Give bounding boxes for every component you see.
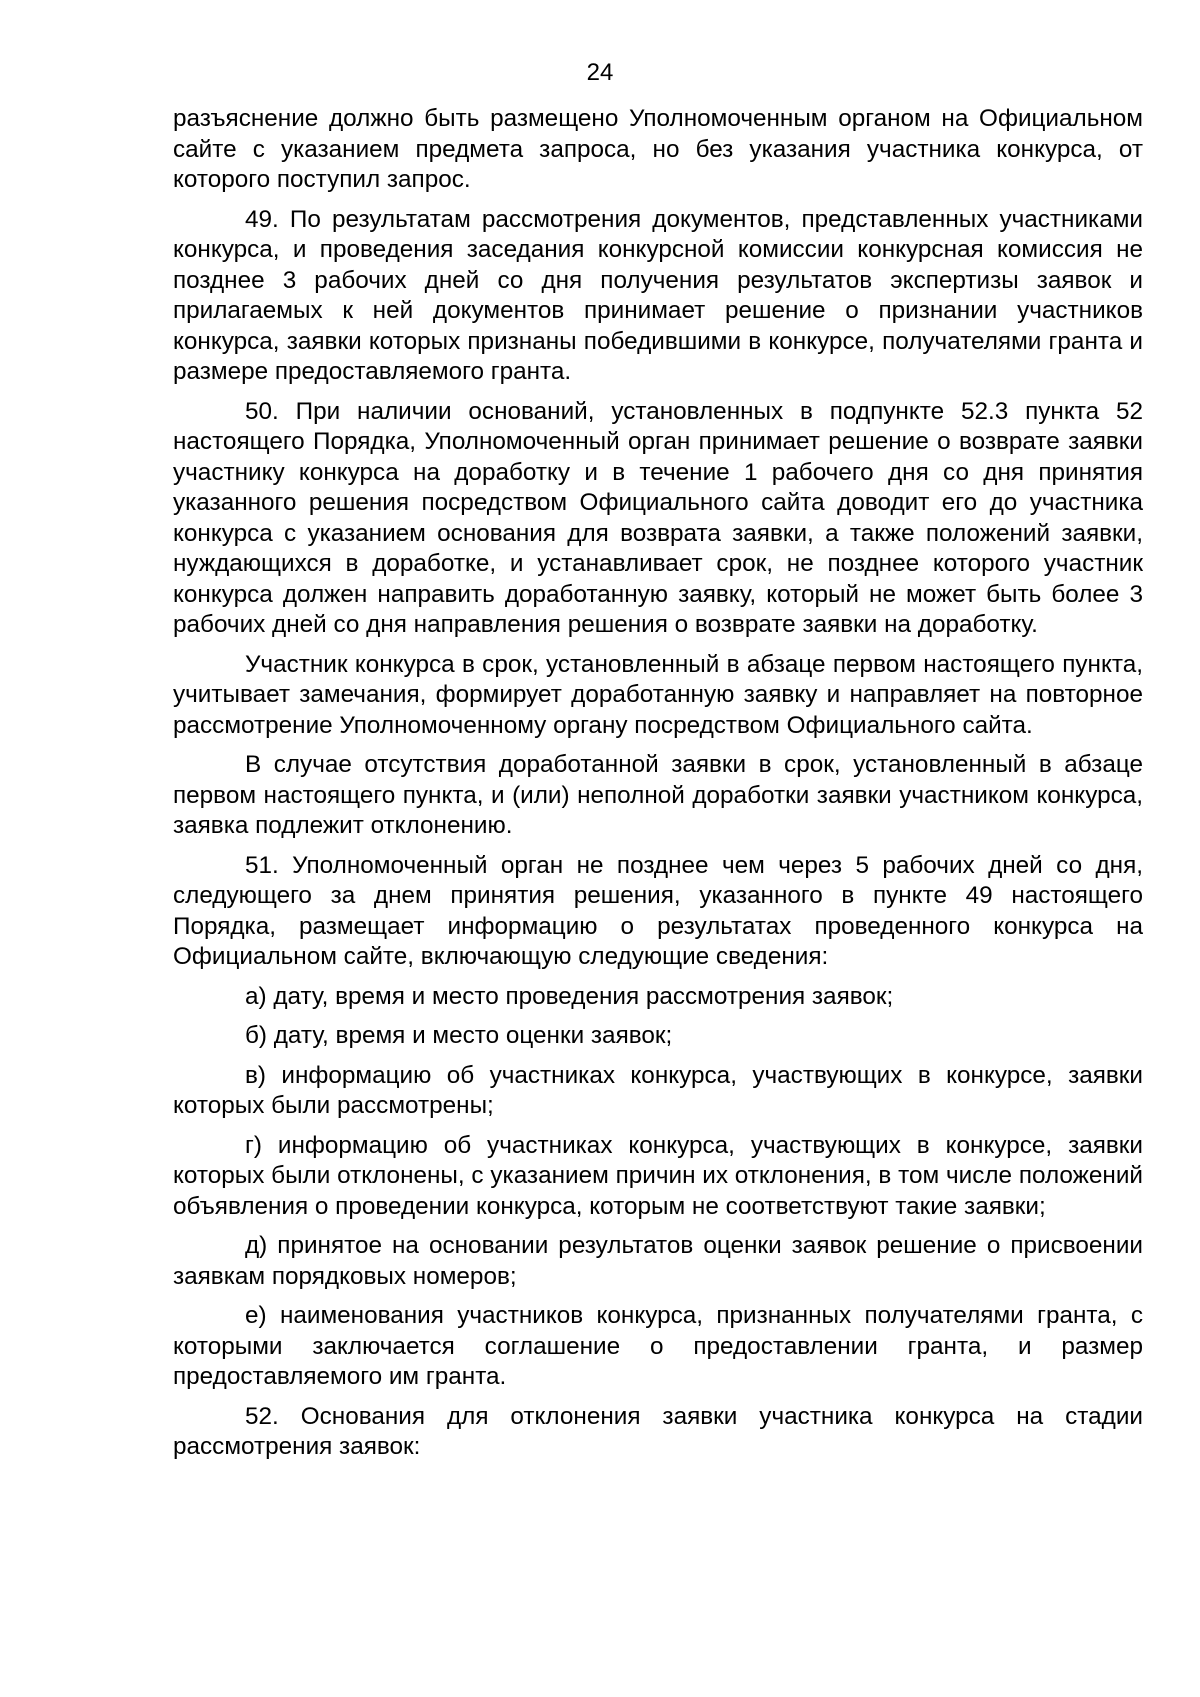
paragraph-50: 50. При наличии оснований, установленных в подпункте 52.3 пункта 52 настоящего Порядка, Уполномоченный орган принимает решение о возврате заявки участнику конкурса на доработку и в течение 1 рабочего дня со дня принятия указанного решения посредством Официального сайта доводит его до участника конкурса с указанием основания для возврата заявки, а также положений заявки, нуждающихся в доработке, и устанавливает срок, не позднее которого участник конкурса должен направить доработанную заявку, который не может быть более 3 рабочих дней со дня направления решения о возврате заявки на доработку.: [173, 397, 1143, 638]
list-item-d: д) принятое на основании результатов оценки заявок решение о присвоении заявкам порядковых номеров;: [173, 1232, 1143, 1290]
paragraph-50-rejection: В случае отсутствия доработанной заявки в срок, установленный в абзаце первом настоящего пункта, и (или) неполной доработки заявки участником конкурса, заявка подлежит отклонению.: [173, 751, 1143, 839]
paragraph-50-participant: Участник конкурса в срок, установленный в абзаце первом настоящего пункта, учитывает замечания, формирует доработанную заявку и направляет на повторное рассмотрение Уполномоченному органу посредством Официального сайта.: [173, 650, 1143, 739]
paragraph-49: 49. По результатам рассмотрения документов, представленных участниками конкурса, и проведения заседания конкурсной комиссии конкурсная комиссия не позднее 3 рабочих дней со дня получения результатов экспертизы заявок и прилагаемых к ней документов принимает решение о признании участников конкурса, заявки которых признаны победившими в конкурсе, получателями гранта и размере предоставляемого гранта.: [173, 205, 1143, 385]
paragraph-continuation: разъяснение должно быть размещено Уполномоченным органом на Официальном сайте с указанием предмета запроса, но без указания участника конкурса, от которого поступил запрос.: [173, 105, 1143, 193]
page-number: 24: [586, 59, 614, 86]
list-item-a: а) дату, время и место проведения рассмотрения заявок;: [245, 982, 894, 1010]
document-body: [173, 104, 1143, 1472]
list-item-v: в) информацию об участниках конкурса, участвующих в конкурсе, заявки которых были рассмотрены;: [173, 1061, 1143, 1119]
paragraph-52: 52. Основания для отклонения заявки участника конкурса на стадии рассмотрения заявок:: [173, 1402, 1143, 1460]
list-item-g: г) информацию об участниках конкурса, участвующих в конкурсе, заявки которых были отклонены, с указанием причин их отклонения, в том числе положений объявления о проведении конкурса, которым не соответствуют такие заявки;: [173, 1131, 1143, 1220]
paragraph-51: 51. Уполномоченный орган не позднее чем через 5 рабочих дней со дня, следующего за днем принятия решения, указанного в пункте 49 настоящего Порядка, размещает информацию о результатах проведенного конкурса на Официальном сайте, включающую следующие сведения:: [173, 851, 1143, 970]
list-item-e: е) наименования участников конкурса, признанных получателями гранта, с которыми заключается соглашение о предоставлении гранта, и размер предоставляемого им гранта.: [173, 1302, 1143, 1390]
list-item-b: б) дату, время и место оценки заявок;: [245, 1022, 673, 1049]
